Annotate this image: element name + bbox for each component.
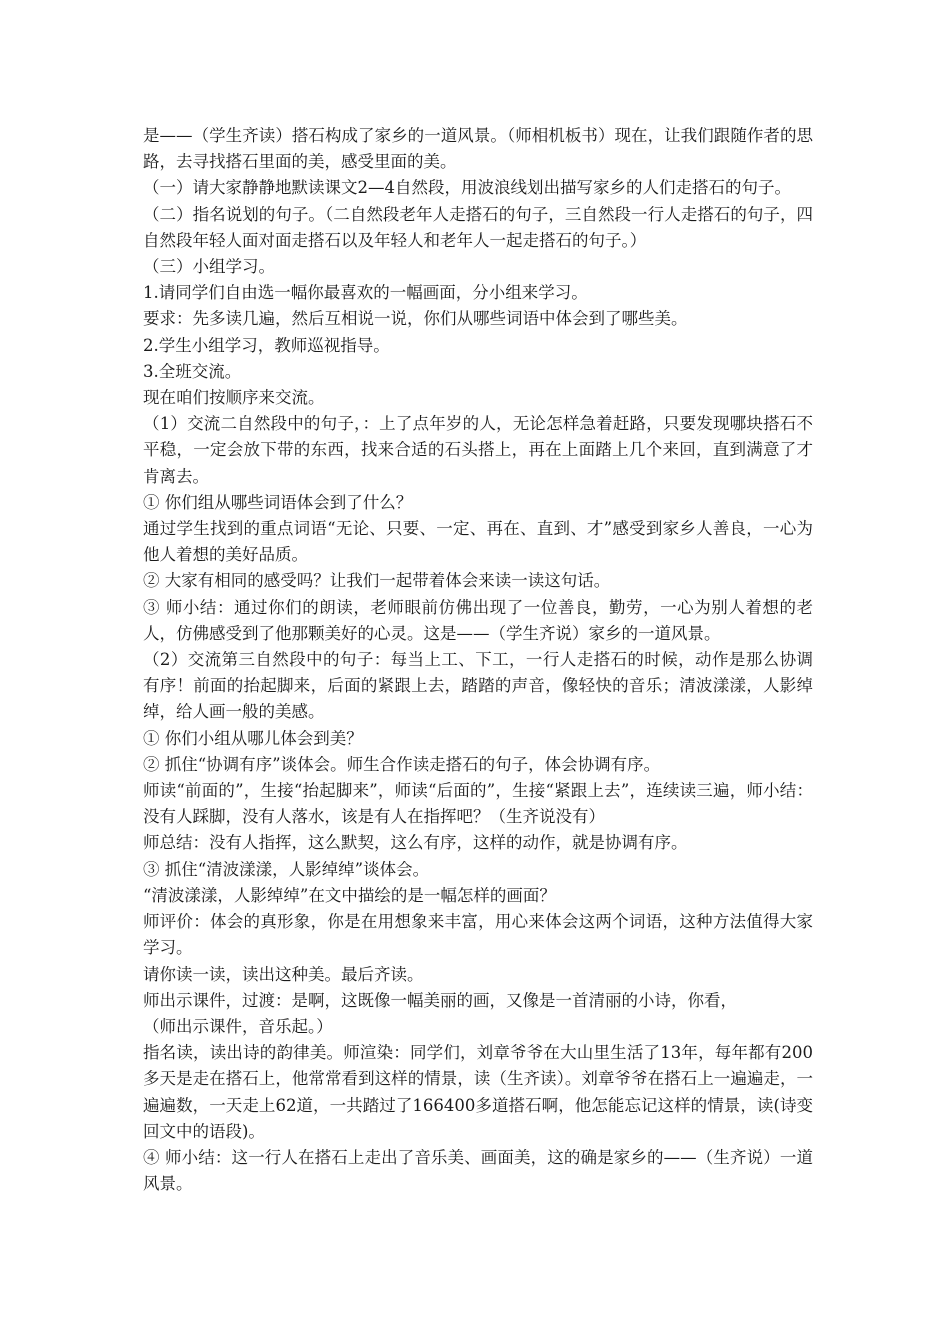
paragraph: ① 你们组从哪些词语体会到了什么？ (143, 492, 413, 512)
paragraph: 1.请同学们自由选一幅你最喜欢的一幅画面，分小组来学习。 (143, 283, 588, 303)
paragraph: 3.全班交流。 (143, 361, 242, 381)
paragraph: 师总结：没有人指挥，这么默契，这么有序，这样的动作，就是协调有序。 (143, 833, 688, 853)
paragraph: （2）交流第三自然段中的句子：每当上工、下工，一行人走搭石的时候，动作是那么协调有序！前面的抬起脚来，后面的紧跟上去，踏踏的声音，像轻快的音乐；清波漾漾，人影绰绰，给人画一般的美感。 (143, 650, 813, 722)
paragraph: 师评价：体会的真形象，你是在用想象来丰富，用心来体会这两个词语，这种方法值得大家学习。 (143, 912, 813, 958)
paragraph: ① 你们小组从哪儿体会到美？ (143, 728, 363, 748)
paragraph: （三）小组学习。 (143, 257, 275, 277)
document-body (143, 123, 813, 1197)
paragraph: （1）交流二自然段中的句子，：上了点年岁的人，无论怎样急着赶路，只要发现哪块搭石不平稳，一定会放下带的东西，找来合适的石头搭上，再在上面踏上几个来回，直到满意了才肯离去。 (143, 414, 813, 486)
paragraph: “清波漾漾，人影绰绰”在文中描绘的是一幅怎样的画面？ (143, 885, 556, 905)
paragraph: （一）请大家静静地默读课文2—4自然段，用波浪线划出描写家乡的人们走搭石的句子。 (143, 178, 791, 198)
paragraph: 师读“前面的”，生接“抬起脚来”，师读“后面的”，生接“紧跟上去”，连续读三遍，师小结：没有人踩脚，没有人落水，该是有人在指挥吧？（生齐说没有） (143, 781, 813, 827)
paragraph: 现在咱们按顺序来交流。 (143, 388, 325, 408)
paragraph: 师出示课件，过渡：是啊，这既像一幅美丽的画，又像是一首清丽的小诗，你看， (143, 990, 737, 1010)
paragraph: ② 抓住“协调有序”谈体会。师生合作读走搭石的句子，体会协调有序。 (143, 754, 661, 774)
paragraph: 2.学生小组学习，教师巡视指导。 (143, 335, 390, 355)
paragraph: 指名读，读出诗的韵律美。师渲染：同学们，刘章爷爷在大山里生活了13年，每年都有200多天是走在搭石上，他常常看到这样的情景，读（生齐读）。刘章爷爷在搭石上一遍遍走，一遍遍数，一天走上62道，一共踏过了166400多道搭石啊，他怎能忘记这样的情景，读(诗变回文中的语段)。 (143, 1043, 813, 1141)
paragraph: （二）指名说划的句子。（二自然段老年人走搭石的句子，三自然段一行人走搭石的句子，四自然段年轻人面对面走搭石以及年轻人和老年人一起走搭石的句子。） (143, 204, 813, 250)
paragraph: 要求：先多读几遍，然后互相说一说，你们从哪些词语中体会到了哪些美。 (143, 309, 688, 329)
paragraph: ④ 师小结：这一行人在搭石上走出了音乐美、画面美，这的确是家乡的——（生齐说）一道风景。 (143, 1147, 813, 1194)
paragraph: ③ 师小结：通过你们的朗读，老师眼前仿佛出现了一位善良，勤劳，一心为别人着想的老人，仿佛感受到了他那颗美好的心灵。这是——（学生齐说）家乡的一道风景。 (143, 597, 813, 643)
paragraph: ② 大家有相同的感受吗？让我们一起带着体会来读一读这句话。 (143, 571, 611, 591)
paragraph: ③ 抓住“清波漾漾，人影绰绰”谈体会。 (143, 859, 430, 879)
paragraph: （师出示课件，音乐起。） (143, 1016, 333, 1036)
paragraph: 请你读一读，读出这种美。最后齐读。 (143, 964, 424, 984)
paragraph: 通过学生找到的重点词语“无论、只要、一定、再在、直到、才”感受到家乡人善良，一心为他人着想的美好品质。 (143, 519, 813, 565)
paragraph: 是——（学生齐读）搭石构成了家乡的一道风景。（师相机板书）现在，让我们跟随作者的思路，去寻找搭石里面的美，感受里面的美。 (143, 126, 813, 172)
